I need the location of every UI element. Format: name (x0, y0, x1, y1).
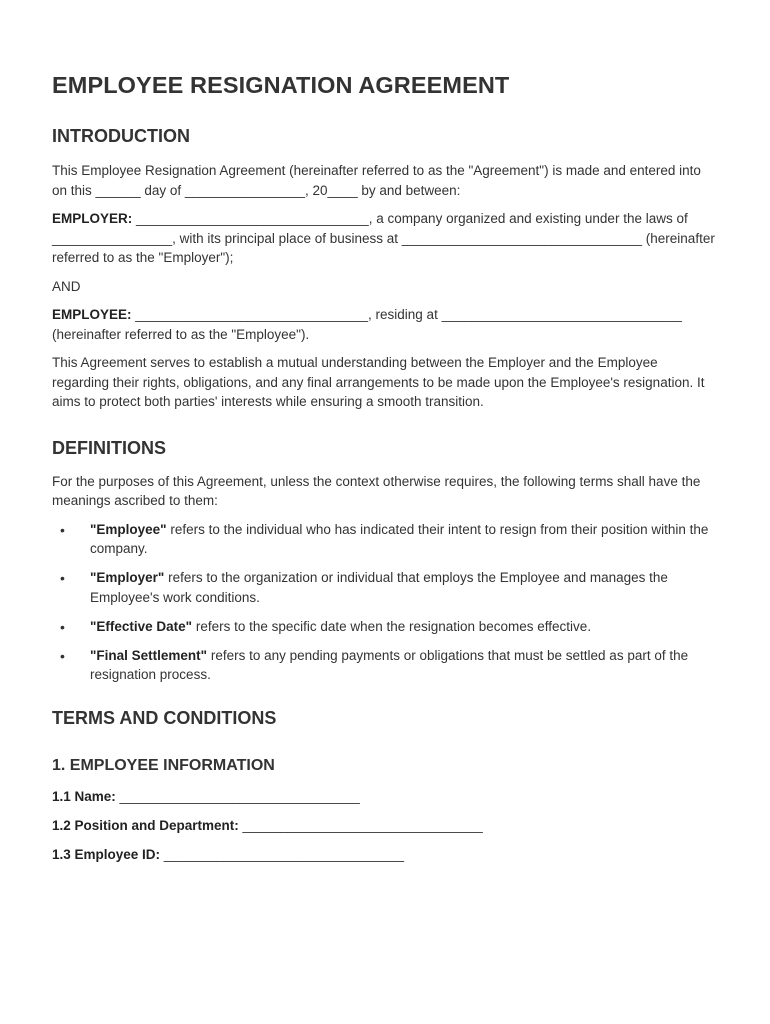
employee-information-heading: 1. EMPLOYEE INFORMATION (52, 756, 275, 774)
employer-text-c: (hereinafter referred to as the "Employer"); (52, 230, 715, 265)
definition-text: refers to any pending payments or obligations that must be settled as part of the resignation process. (90, 647, 689, 682)
bullet-icon: • (60, 570, 65, 586)
employer-name-blank: _______________________________ (132, 211, 369, 226)
definition-term: "Final Settlement" (90, 647, 208, 663)
definitions-list (52, 520, 718, 685)
definition-term: "Employee" (90, 521, 167, 537)
definition-item-employer (52, 568, 718, 607)
definition-text: refers to the specific date when the resignation becomes effective. (192, 618, 592, 634)
name-blank: ________________________________ (115, 788, 360, 804)
terms-heading: TERMS AND CONDITIONS (52, 707, 277, 728)
name-label: 1.1 Name: (52, 788, 116, 804)
intro-text-d: by and between: (357, 182, 461, 198)
and-text: AND (52, 278, 81, 294)
employer-text-b: , with its principal place of business at (172, 230, 402, 246)
employee-address-blank: ________________________________ (441, 307, 682, 322)
employer-laws-blank: ________________ (52, 230, 173, 246)
year-blank: ____ (327, 182, 358, 198)
employee-id-field-line (52, 845, 718, 865)
employee-paragraph (52, 305, 718, 344)
definition-item-final-settlement (52, 646, 718, 685)
bullet-icon: • (60, 618, 65, 635)
employee-name-blank: _______________________________ (131, 307, 369, 322)
definitions-intro: For the purposes of this Agreement, unless the context otherwise requires, the following terms shall have the meanings ascribed to them: (52, 473, 701, 508)
employer-label: EMPLOYER: (52, 211, 133, 226)
employee-text-b: (hereinafter referred to as the "Employee"). (52, 326, 310, 342)
document-title: EMPLOYEE RESIGNATION AGREEMENT (52, 72, 510, 98)
purpose-paragraph: This Agreement serves to establish a mutual understanding between the Employer and the Employee regarding their rights, obligations, and any final arrangements to be made upon the Employee's resignation. It aims to protect both parties' interests while ensuring a smooth transition. (52, 355, 705, 409)
intro-text-b: day of (140, 182, 185, 198)
definition-text: refers to the individual who has indicated their intent to resign from their position within the company. (90, 521, 709, 556)
position-blank: ________________________________ (238, 817, 483, 833)
employer-text-a: , a company organized and existing under the laws of (368, 211, 688, 226)
employee-label: EMPLOYEE: (52, 307, 132, 322)
intro-text-c: , 20 (305, 182, 328, 198)
month-blank: ________________ (184, 182, 306, 198)
bullet-icon: • (60, 521, 65, 538)
bullet-icon: • (60, 647, 65, 664)
definition-text: refers to the organization or individual that employs the Employee and manages the Employee's work conditions. (90, 570, 668, 605)
name-field-line (52, 787, 718, 807)
position-label: 1.2 Position and Department: (52, 817, 239, 833)
definition-term: "Effective Date" (90, 618, 193, 634)
day-blank: ______ (95, 182, 141, 198)
definition-item-effective-date (52, 617, 718, 637)
introduction-heading: INTRODUCTION (52, 126, 190, 146)
definitions-heading: DEFINITIONS (52, 437, 167, 458)
employee-text-a: , residing at (368, 307, 442, 322)
employer-paragraph (52, 209, 718, 268)
employee-id-label: 1.3 Employee ID: (52, 846, 161, 862)
intro-text-a: This Employee Resignation Agreement (hereinafter referred to as the "Agreement") is made and entered into on this (52, 163, 701, 198)
definition-term: "Employer" (90, 570, 165, 585)
definition-item-employee (52, 520, 718, 559)
employee-id-blank: ________________________________ (160, 846, 405, 862)
introduction-paragraph (52, 161, 718, 200)
employer-address-blank: ________________________________ (401, 230, 643, 246)
position-field-line (52, 816, 718, 836)
